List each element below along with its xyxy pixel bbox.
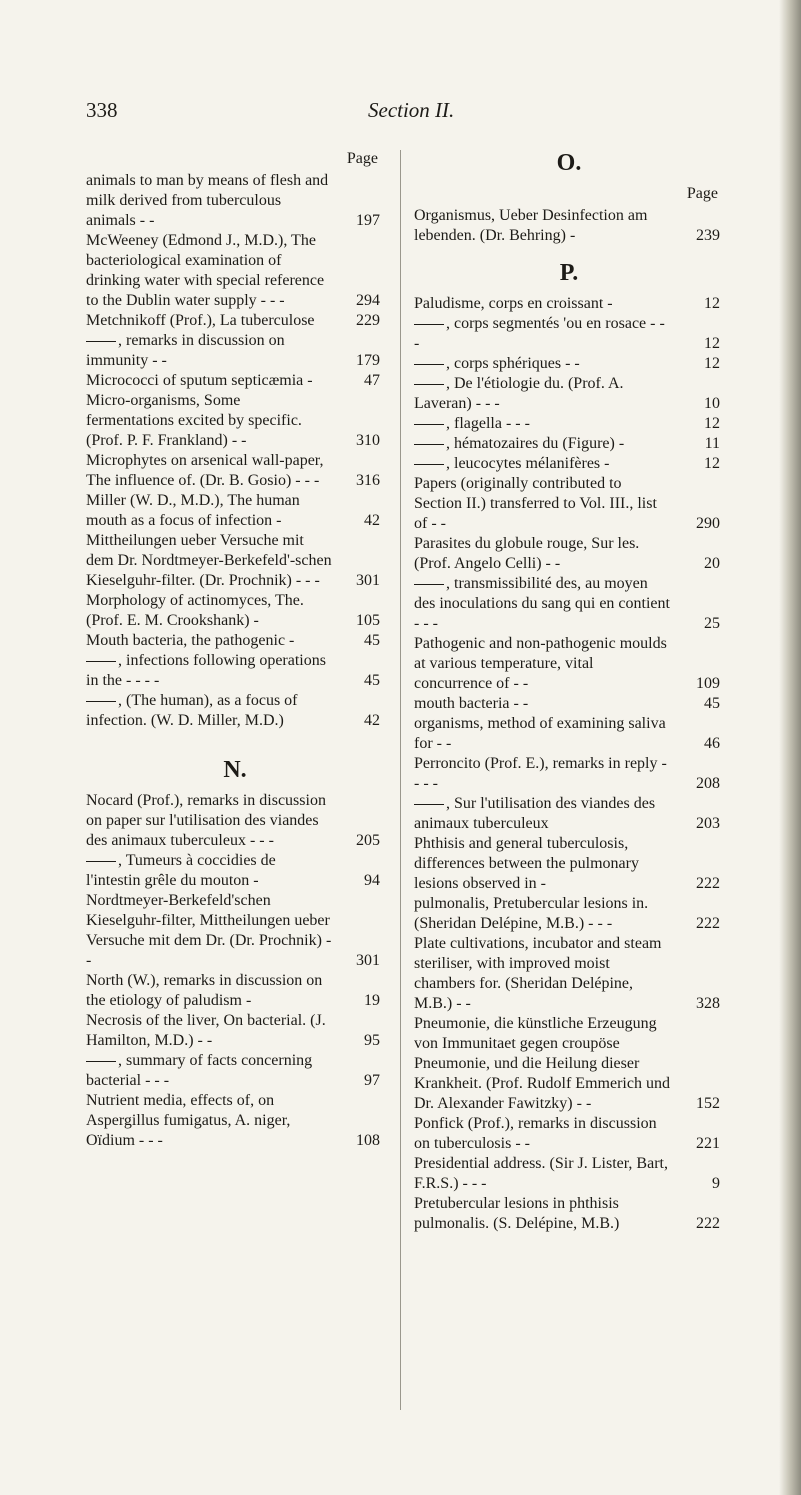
index-entry: [86, 591, 384, 631]
index-entry: [86, 311, 384, 331]
index-entry-text: McWeeney (Edmond J., M.D.), The bacteriological examination of drinking water with special reference to the Dublin water supply - - -: [86, 232, 325, 309]
index-entry-text: , corps sphériques - -: [446, 355, 580, 372]
index-entry: [414, 634, 724, 694]
ditto-dash: [86, 661, 116, 662]
index-entry: [414, 714, 724, 754]
index-entry-text: , Tumeurs à coccidies de l'intestin grêle du mouton -: [86, 852, 276, 889]
index-entry-page: 203: [696, 815, 720, 832]
index-entry: [86, 331, 384, 371]
index-entry: [86, 651, 384, 691]
index-entry-page: 310: [356, 432, 380, 449]
index-entry-text: mouth bacteria - -: [414, 695, 529, 712]
index-entry-text: Presidential address. (Sir J. Lister, Bart, F.R.S.) - - -: [414, 1155, 668, 1192]
index-entry: [414, 894, 724, 934]
index-entry-text: organisms, method of examining saliva for - -: [414, 715, 666, 752]
letter-heading-p: P.: [559, 260, 579, 286]
entries-m: [86, 171, 384, 731]
index-entry: [414, 694, 724, 714]
ditto-dash: [86, 341, 116, 342]
index-entry: [86, 791, 384, 851]
index-entry-page: 221: [696, 1135, 720, 1152]
index-entry-text: Morphology of actinomyces, The. (Prof. E. M. Crookshank) -: [86, 592, 304, 629]
index-entry-text: Perroncito (Prof. E.), remarks in reply - - - -: [414, 755, 667, 792]
index-entry-text: , De l'étiologie du. (Prof. A. Laveran) - - -: [414, 375, 624, 412]
index-entry: [414, 534, 724, 574]
index-entry-page: 328: [696, 995, 720, 1012]
entries-p: [414, 294, 724, 1234]
page-header: [0, 98, 801, 128]
index-entry: [86, 631, 384, 651]
index-entry-text: , summary of facts concerning bacterial - - -: [86, 1052, 313, 1089]
index-entry-page: 152: [696, 1095, 720, 1112]
index-entry-page: 94: [364, 872, 380, 889]
index-entry-page: 108: [356, 1132, 380, 1149]
index-entry: [414, 1114, 724, 1154]
index-entry-page: 301: [356, 952, 380, 969]
index-entry-text: Miller (W. D., M.D.), The human mouth as a focus of infection -: [86, 492, 300, 529]
index-entry-page: 10: [704, 395, 720, 412]
index-entry-page: 9: [712, 1175, 720, 1192]
column-divider: [400, 150, 401, 1410]
page-edge-shadow: [779, 0, 801, 1495]
left-column: [86, 149, 384, 1151]
index-entry-page: 25: [704, 615, 720, 632]
index-entry-text: Plate cultivations, incubator and steam steriliser, with improved moist chambers for. (Sheridan Delépine, M.B.) - -: [414, 935, 662, 1012]
index-entry-text: animals to man by means of flesh and milk derived from tuberculous animals - -: [86, 172, 329, 229]
index-entry-page: 46: [704, 735, 720, 752]
index-entry-page: 97: [364, 1072, 380, 1089]
ditto-dash: [414, 464, 444, 465]
index-entry: [86, 231, 384, 311]
index-entry-text: , transmissibilité des, au moyen des inoculations du sang qui en contient - - -: [414, 575, 670, 632]
index-entry: [86, 891, 384, 971]
ditto-dash: [86, 701, 116, 702]
index-entry: [86, 371, 384, 391]
index-entry-text: , corps segmentés 'ou en rosace - - -: [414, 315, 665, 352]
index-entry-page: 45: [364, 632, 380, 649]
index-entry: [86, 1051, 384, 1091]
index-entry: [414, 574, 724, 634]
index-entry-text: Pneumonie, die künstliche Erzeugung von Immunitaet gegen croupöse Pneumonie, und die Heilung dieser Krankheit. (Prof. Rudolf Emmerich und Dr. Alexander Fawitzky) - -: [414, 1015, 670, 1112]
index-entry-text: Papers (originally contributed to Section II.) transferred to Vol. III., list of - -: [414, 475, 657, 532]
index-entry: [86, 491, 384, 531]
section-title: Section II.: [368, 98, 455, 122]
index-entry: [414, 434, 724, 454]
index-entry-text: Mittheilungen ueber Versuche mit dem Dr. Nordtmeyer-Berkefeld'-schen Kieselguhr-filter. (Dr. Prochnik) - - -: [86, 532, 332, 589]
index-entry: [86, 1011, 384, 1051]
index-entry: [414, 1014, 724, 1114]
index-entry-page: 45: [704, 695, 720, 712]
ditto-dash: [414, 444, 444, 445]
index-entry-page: 109: [696, 675, 720, 692]
index-entry-page: 12: [704, 415, 720, 432]
index-entry-text: Phthisis and general tuberculosis, differences between the pulmonary lesions observed in -: [414, 835, 639, 892]
index-entry: [414, 354, 724, 374]
letter-heading-o: O.: [556, 150, 582, 176]
index-entry-text: Pretubercular lesions in phthisis pulmonalis. (S. Delépine, M.B.): [414, 1195, 620, 1232]
index-entry-page: 208: [696, 775, 720, 792]
index-entry: [414, 294, 724, 314]
ditto-dash: [414, 364, 444, 365]
index-entry-text: Pathogenic and non-pathogenic moulds at various temperature, vital concurrence of - -: [414, 635, 667, 692]
index-entry-page: 19: [364, 992, 380, 1009]
index-entry-page: 12: [704, 455, 720, 472]
index-entry-text: Microphytes on arsenical wall-paper, The influence of. (Dr. B. Gosio) - - -: [86, 452, 324, 489]
right-column: [414, 148, 724, 1234]
index-entry: [86, 971, 384, 1011]
index-entry-text: Micro-organisms, Some fermentations excited by specific. (Prof. P. F. Frankland) - -: [86, 392, 302, 449]
index-entry: [414, 794, 724, 834]
index-entry: [414, 474, 724, 534]
ditto-dash: [414, 324, 444, 325]
index-entry-text: , remarks in discussion on immunity - -: [86, 332, 285, 369]
index-entry-text: Parasites du globule rouge, Sur les. (Prof. Angelo Celli) - -: [414, 535, 640, 572]
index-entry-page: 12: [704, 295, 720, 312]
index-entry-page: 222: [696, 915, 720, 932]
ditto-dash: [86, 1061, 116, 1062]
index-entry-text: Nocard (Prof.), remarks in discussion on paper sur l'utilisation des viandes des animaux tuberculeux - - -: [86, 792, 326, 849]
ditto-dash: [414, 584, 444, 585]
index-entry-page: 47: [364, 372, 380, 389]
letter-heading-n: N.: [223, 757, 247, 783]
index-entry-text: , infections following operations in the - - - -: [86, 652, 326, 689]
index-entry-page: 229: [356, 312, 380, 329]
index-entry-text: Nutrient media, effects of, on Aspergillus fumigatus, A. niger, Oïdium - - -: [86, 1092, 291, 1149]
index-entry: [414, 1194, 724, 1234]
index-entry-text: , Sur l'utilisation des viandes des animaux tuberculeux: [414, 795, 656, 832]
index-entry-text: , flagella - - -: [446, 415, 530, 432]
index-entry: [414, 934, 724, 1014]
index-entry-text: Necrosis of the liver, On bacterial. (J. Hamilton, M.D.) - -: [86, 1012, 326, 1049]
page-column-label: Page: [686, 185, 718, 202]
index-entry-page: 205: [356, 832, 380, 849]
index-entry-page: 179: [356, 352, 380, 369]
index-entry: [414, 414, 724, 434]
index-entry: [414, 454, 724, 474]
ditto-dash: [414, 804, 444, 805]
index-entry-page: 95: [364, 1032, 380, 1049]
index-entry-page: 290: [696, 515, 720, 532]
index-entry-text: Organismus, Ueber Desinfection am lebenden. (Dr. Behring) -: [414, 207, 648, 244]
ditto-dash: [86, 861, 116, 862]
index-entry: [414, 206, 724, 246]
index-entry-text: , hématozaires du (Figure) -: [446, 435, 625, 452]
index-entry: [414, 374, 724, 414]
index-entry: [414, 314, 724, 354]
ditto-dash: [414, 424, 444, 425]
index-entry-page: 105: [356, 612, 380, 629]
index-entry: [86, 691, 384, 731]
index-entry-page: 12: [704, 355, 720, 372]
index-entry-page: 45: [364, 672, 380, 689]
index-entry-text: Paludisme, corps en croissant -: [414, 295, 613, 312]
index-entry-page: 20: [704, 555, 720, 572]
index-entry-text: Nordtmeyer-Berkefeld'schen Kieselguhr-filter, Mittheilungen ueber Versuche mit dem Dr. (Dr. Prochnik) - -: [86, 892, 332, 969]
index-entry-page: 12: [704, 335, 720, 352]
index-entry-page: 42: [364, 512, 380, 529]
index-entry: [86, 391, 384, 451]
entries-o: [414, 206, 724, 246]
index-entry-page: 316: [356, 472, 380, 489]
index-entry-page: 197: [356, 212, 380, 229]
index-entry: [86, 451, 384, 491]
index-entry: [86, 851, 384, 891]
index-entry-text: Ponfick (Prof.), remarks in discussion on tuberculosis - -: [414, 1115, 657, 1152]
page-column-label: Page: [346, 150, 378, 167]
index-entry-page: 301: [356, 572, 380, 589]
index-entry-text: pulmonalis, Pretubercular lesions in. (Sheridan Delépine, M.B.) - - -: [414, 895, 649, 932]
index-entry: [86, 171, 384, 231]
index-entry-text: North (W.), remarks in discussion on the etiology of paludism -: [86, 972, 323, 1009]
index-entry-text: , (The human), as a focus of infection. (W. D. Miller, M.D.): [86, 692, 298, 729]
index-entry: [414, 754, 724, 794]
index-entry-page: 239: [696, 227, 720, 244]
index-entry-page: 222: [696, 1215, 720, 1232]
index-entry-page: 294: [356, 292, 380, 309]
page-number: 338: [86, 98, 118, 122]
index-entry-text: Mouth bacteria, the pathogenic -: [86, 632, 295, 649]
index-entry: [86, 531, 384, 591]
index-entry-page: 42: [364, 712, 380, 729]
ditto-dash: [414, 384, 444, 385]
index-entry-text: Micrococci of sputum septicæmia -: [86, 372, 313, 389]
index-entry: [414, 1154, 724, 1194]
index-entry: [414, 834, 724, 894]
index-entry-page: 222: [696, 875, 720, 892]
entries-n: [86, 791, 384, 1151]
index-entry-text: , leucocytes mélanifères -: [446, 455, 610, 472]
index-entry-page: 11: [704, 435, 720, 452]
index-entry: [86, 1091, 384, 1151]
index-entry-text: Metchnikoff (Prof.), La tuberculose: [86, 312, 315, 329]
